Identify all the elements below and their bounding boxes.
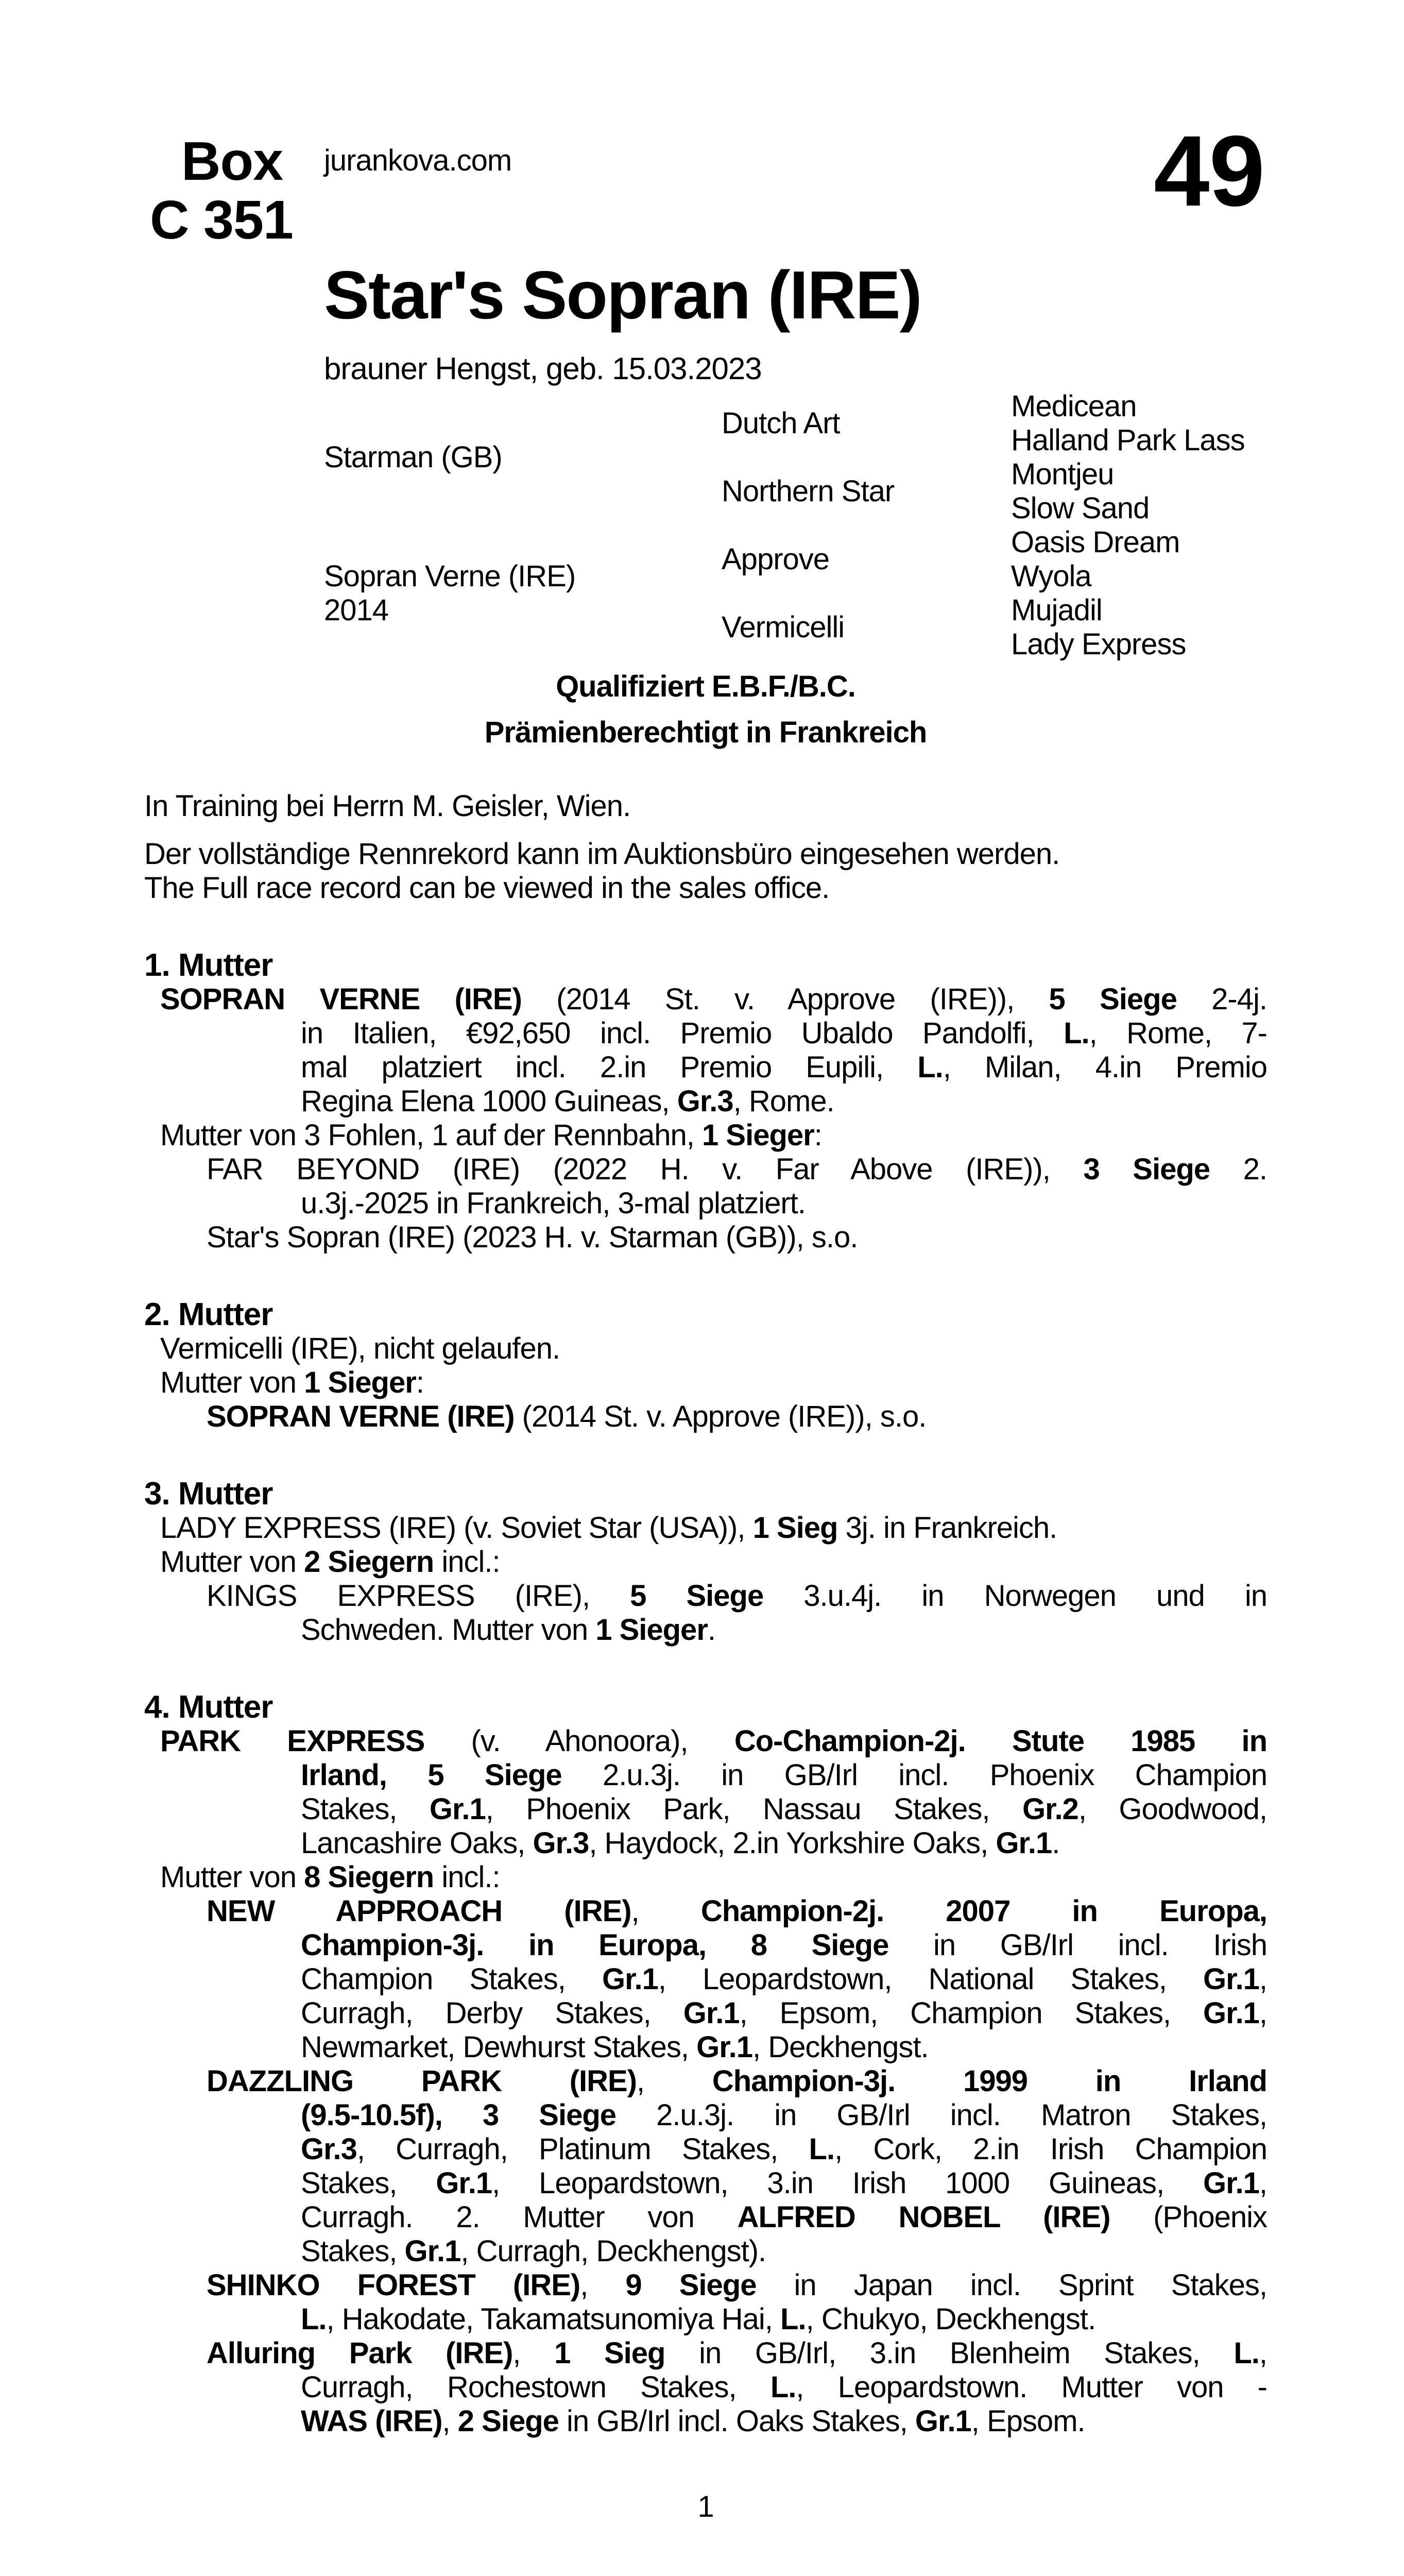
- regular-text: Vermicelli (IRE), nicht gelaufen.: [160, 1332, 560, 1365]
- record-note-de: Der vollständige Rennrekord kann im Auktionsbüro eingesehen werden.: [144, 837, 1060, 871]
- pedigree-sections: [144, 948, 1267, 2438]
- pedigree-gen2-cell: [722, 389, 1011, 457]
- dam-year: 2014: [324, 594, 389, 627]
- horse-name-title: Star's Sopran (IRE): [324, 257, 921, 333]
- regular-text: , Epsom, Champion Stakes,: [739, 1996, 1204, 2030]
- regular-text: 3j. in Frankreich.: [837, 1511, 1057, 1545]
- regular-text: Curragh. 2. Mutter von: [301, 2200, 738, 2234]
- text-line: [144, 1084, 1267, 1118]
- regular-text: Newmarket, Dewhurst Stakes,: [301, 2030, 697, 2064]
- regular-text: in GB/Irl incl. Irish: [888, 1928, 1267, 1962]
- bold-text: Gr.1: [996, 1826, 1052, 1860]
- regular-text: :: [814, 1118, 822, 1152]
- qualification-line: Prämienberechtigt in Frankreich: [484, 716, 927, 749]
- dam-cell: [324, 526, 722, 662]
- box-code: C 351: [150, 190, 293, 250]
- text-line: [144, 1187, 1267, 1221]
- bold-text: Champion-3j. in Europa, 8 Siege: [301, 1928, 889, 1962]
- bold-text: SOPRAN VERNE (IRE): [160, 982, 522, 1016]
- regular-text: incl.:: [434, 1860, 500, 1894]
- regular-text: Regina Elena 1000 Guineas,: [301, 1084, 677, 1118]
- section-heading: 2. Mutter: [144, 1297, 273, 1332]
- text-line: [144, 982, 1267, 1016]
- training-note: In Training bei Herrn M. Geisler, Wien.: [144, 789, 631, 823]
- regular-text: Curragh, Derby Stakes,: [301, 1996, 683, 2030]
- regular-text: Champion Stakes,: [301, 1962, 602, 1996]
- regular-text: incl.:: [434, 1545, 500, 1579]
- bold-text: Gr.2: [1022, 1792, 1078, 1826]
- bold-text: 1 Sieger: [702, 1118, 814, 1152]
- text-line: [144, 1724, 1267, 1758]
- regular-text: , Milan, 4.in Premio: [943, 1050, 1267, 1084]
- pedigree-gen2-name: Dutch Art: [722, 406, 840, 440]
- pedigree-gen2-cell: [722, 594, 1011, 662]
- regular-text: ,: [631, 1894, 701, 1928]
- regular-text: Mutter von: [160, 1366, 304, 1399]
- text-line: [144, 2064, 1267, 2098]
- bold-text: 5 Siege: [1049, 982, 1177, 1016]
- bold-text: 1 Sieger: [595, 1613, 708, 1647]
- bold-text: PARK EXPRESS: [160, 1724, 425, 1758]
- bold-text: L.: [301, 2302, 327, 2336]
- regular-text: in Japan incl. Sprint Stakes,: [756, 2268, 1267, 2302]
- text-line: [144, 2404, 1267, 2438]
- text-line: [144, 2030, 1267, 2064]
- bold-text: Gr.1: [429, 1792, 486, 1826]
- regular-text: LADY EXPRESS (IRE) (v. Soviet Star (USA)),: [160, 1511, 753, 1545]
- bold-text: SOPRAN VERNE (IRE): [207, 1400, 515, 1433]
- bold-text: ALFRED NOBEL (IRE): [737, 2200, 1110, 2234]
- bold-text: L.: [809, 2132, 835, 2166]
- bold-text: L.: [770, 2370, 796, 2404]
- bold-text: 3 Siege: [1083, 1153, 1210, 1186]
- sire-cell: [324, 389, 722, 526]
- regular-text: mal platziert incl. 2.in Premio Eupili,: [301, 1050, 918, 1084]
- regular-text: Schweden. Mutter von: [301, 1613, 596, 1647]
- regular-text: , Curragh, Deckhengst).: [460, 2234, 766, 2268]
- regular-text: , Goodwood,: [1078, 1792, 1267, 1826]
- pedigree-gen2-column: [722, 389, 1011, 662]
- bold-text: Gr.1: [1203, 1996, 1259, 2030]
- pedigree-gen3-name: Lady Express: [1011, 628, 1186, 661]
- bold-text: Gr.1: [602, 1962, 658, 1996]
- regular-text: , Leopardstown. Mutter von -: [796, 2370, 1267, 2404]
- section-heading: 3. Mutter: [144, 1476, 273, 1512]
- bold-text: 2 Siegern: [304, 1545, 434, 1579]
- regular-text: (Phoenix: [1110, 2200, 1267, 2234]
- qualification-line: Qualifiziert E.B.F./B.C.: [556, 670, 855, 703]
- pedigree-gen3-name: Mujadil: [1011, 594, 1102, 627]
- text-line: [144, 1996, 1267, 2030]
- regular-text: 2-4j.: [1176, 982, 1267, 1016]
- regular-text: Stakes,: [301, 1792, 430, 1826]
- bold-text: Alluring Park (IRE): [207, 2336, 513, 2370]
- website-text: jurankova.com: [324, 144, 512, 177]
- qualification-block: [144, 670, 1267, 750]
- pedigree-table: [324, 389, 1292, 662]
- regular-text: ,: [1259, 2166, 1267, 2200]
- regular-text: in Italien, €92,650 incl. Premio Ubaldo Pandolfi,: [301, 1016, 1064, 1050]
- pedigree-gen2-cell: [722, 457, 1011, 526]
- bold-text: Gr.1: [404, 2234, 461, 2268]
- text-line: [144, 1579, 1267, 1613]
- text-line: [144, 1545, 1267, 1579]
- regular-text: ,: [512, 2336, 555, 2370]
- bold-text: Gr.1: [683, 1996, 740, 2030]
- pedigree-gen1-column: [324, 389, 722, 662]
- text-line: [144, 1758, 1267, 1792]
- bold-text: Gr.1: [696, 2030, 752, 2064]
- regular-text: 2.u.3j. in GB/Irl incl. Phoenix Champion: [561, 1758, 1267, 1792]
- text-line: [144, 2370, 1267, 2404]
- text-line: [144, 1894, 1267, 1928]
- regular-text: (v. Ahonoora),: [424, 1724, 734, 1758]
- regular-text: FAR BEYOND (IRE) (2022 H. v. Far Above (IRE)),: [207, 1153, 1084, 1186]
- text-line: [144, 1118, 1267, 1153]
- regular-text: Lancashire Oaks,: [301, 1826, 533, 1860]
- text-line: [144, 1962, 1267, 1996]
- bold-text: Gr.1: [1203, 2166, 1259, 2200]
- section-heading: 1. Mutter: [144, 947, 273, 983]
- pedigree-gen2-name: Vermicelli: [722, 611, 845, 644]
- regular-text: , Rome.: [733, 1084, 834, 1118]
- bold-text: Gr.3: [533, 1826, 589, 1860]
- text-line: [144, 2132, 1267, 2166]
- regular-text: u.3j.-2025 in Frankreich, 3-mal platziert.: [301, 1187, 806, 1220]
- pedigree-gen3-column: [1011, 389, 1292, 662]
- pedigree-gen2-cell: [722, 526, 1011, 594]
- text-line: [144, 2200, 1267, 2234]
- text-line: [144, 1792, 1267, 1826]
- bold-text: SHINKO FOREST (IRE): [207, 2268, 580, 2302]
- dam-name: Sopran Verne (IRE): [324, 560, 576, 593]
- regular-text: Stakes,: [301, 2234, 405, 2268]
- text-line: [144, 2268, 1267, 2302]
- record-note-en: The Full race record can be viewed in the sales office.: [144, 871, 830, 905]
- regular-text: Mutter von: [160, 1860, 304, 1894]
- pedigree-gen3-name: Medicean: [1011, 389, 1137, 423]
- bold-text: 1 Sieg: [554, 2336, 665, 2370]
- regular-text: ,: [637, 2064, 712, 2098]
- regular-text: Star's Sopran (IRE) (2023 H. v. Starman (GB)), s.o.: [207, 1221, 858, 1254]
- sire-name: Starman (GB): [324, 440, 502, 474]
- text-line: [144, 2234, 1267, 2268]
- section-heading: 4. Mutter: [144, 1689, 273, 1725]
- regular-text: ,: [1259, 1962, 1268, 1996]
- regular-text: Stakes,: [301, 2166, 436, 2200]
- text-line: [144, 1400, 1267, 1434]
- bold-text: Champion-2j. 2007 in Europa,: [700, 1894, 1267, 1928]
- regular-text: , Epsom.: [971, 2404, 1085, 2438]
- text-line: [144, 2302, 1267, 2336]
- pedigree-gen3-name: Halland Park Lass: [1011, 423, 1245, 457]
- regular-text: ,: [1259, 1996, 1267, 2030]
- text-line: [144, 1928, 1267, 1962]
- regular-text: , Leopardstown, 3.in Irish 1000 Guineas,: [492, 2166, 1204, 2200]
- regular-text: :: [416, 1366, 424, 1399]
- regular-text: (2014 St. v. Approve (IRE)),: [521, 982, 1049, 1016]
- horse-description: brauner Hengst, geb. 15.03.2023: [324, 351, 762, 386]
- regular-text: , Deckhengst.: [752, 2030, 929, 2064]
- bold-text: L.: [917, 1050, 943, 1084]
- text-line: [144, 1221, 1267, 1255]
- regular-text: , Haydock, 2.in Yorkshire Oaks,: [589, 1826, 996, 1860]
- bold-text: 9 Siege: [625, 2268, 757, 2302]
- pedigree-gen3-name: Montjeu: [1011, 457, 1114, 491]
- pedigree-gen3-name: Slow Sand: [1011, 492, 1150, 525]
- regular-text: , Chukyo, Deckhengst.: [806, 2302, 1096, 2336]
- catalog-text: [144, 670, 1267, 2524]
- bold-text: Irland, 5 Siege: [301, 1758, 562, 1792]
- text-line: [144, 1366, 1267, 1400]
- regular-text: ,: [580, 2268, 626, 2302]
- page-number: 1: [697, 2490, 714, 2523]
- regular-text: KINGS EXPRESS (IRE),: [207, 1579, 630, 1613]
- regular-text: , Cork, 2.in Irish Champion: [834, 2132, 1267, 2166]
- text-line: [144, 1826, 1267, 1860]
- bold-text: L.: [1234, 2336, 1259, 2370]
- text-line: [144, 1860, 1267, 1894]
- bold-text: Gr.1: [436, 2166, 492, 2200]
- text-line: [144, 1050, 1267, 1084]
- regular-text: , Hakodate, Takamatsunomiya Hai,: [326, 2302, 781, 2336]
- bold-text: Gr.1: [915, 2404, 971, 2438]
- bold-text: 5 Siege: [630, 1579, 764, 1613]
- pedigree-gen2-name: Northern Star: [722, 474, 895, 508]
- text-line: [144, 2166, 1267, 2200]
- regular-text: (2014 St. v. Approve (IRE)), s.o.: [514, 1400, 927, 1433]
- bold-text: DAZZLING PARK (IRE): [207, 2064, 637, 2098]
- regular-text: 2.: [1210, 1153, 1267, 1186]
- text-line: [144, 1332, 1267, 1366]
- text-line: [144, 1511, 1267, 1545]
- regular-text: 3.u.4j. in Norwegen und in: [763, 1579, 1267, 1613]
- text-line: [144, 2098, 1267, 2132]
- pedigree-gen2-name: Approve: [722, 543, 830, 576]
- regular-text: , Phoenix Park, Nassau Stakes,: [485, 1792, 1022, 1826]
- bold-text: WAS (IRE): [301, 2404, 442, 2438]
- regular-text: ,: [442, 2404, 458, 2438]
- bold-text: (9.5-10.5f), 3 Siege: [301, 2098, 617, 2132]
- regular-text: , Curragh, Platinum Stakes,: [356, 2132, 809, 2166]
- regular-text: Mutter von 3 Fohlen, 1 auf der Rennbahn,: [160, 1118, 703, 1152]
- regular-text: in GB/Irl, 3.in Blenheim Stakes,: [665, 2336, 1234, 2370]
- regular-text: Curragh, Rochestown Stakes,: [301, 2370, 771, 2404]
- regular-text: , Leopardstown, National Stakes,: [658, 1962, 1204, 1996]
- catalog-number: 49: [1154, 115, 1264, 227]
- bold-text: Gr.1: [1203, 1962, 1259, 1996]
- pedigree-gen3-name: Wyola: [1011, 560, 1091, 593]
- text-line: [144, 2336, 1267, 2370]
- bold-text: 2 Siege: [457, 2404, 559, 2438]
- box-label: Box: [181, 131, 283, 192]
- bold-text: 8 Siegern: [304, 1860, 434, 1894]
- regular-text: 2.u.3j. in GB/Irl incl. Matron Stakes,: [616, 2098, 1267, 2132]
- bold-text: Champion-3j. 1999 in Irland: [712, 2064, 1267, 2098]
- regular-text: .: [1052, 1826, 1060, 1860]
- regular-text: Mutter von: [160, 1545, 304, 1579]
- bold-text: Gr.3: [677, 1084, 733, 1118]
- regular-text: .: [707, 1613, 716, 1647]
- regular-text: , Rome, 7-: [1089, 1016, 1267, 1050]
- bold-text: 1 Sieger: [304, 1366, 416, 1399]
- bold-text: 1 Sieg: [752, 1511, 838, 1545]
- bold-text: NEW APPROACH (IRE): [207, 1894, 631, 1928]
- bold-text: Co-Champion-2j. Stute 1985 in: [734, 1724, 1267, 1758]
- bold-text: L.: [780, 2302, 806, 2336]
- text-line: [144, 1613, 1267, 1647]
- bold-text: L.: [1064, 1016, 1089, 1050]
- pedigree-gen3-name: Oasis Dream: [1011, 526, 1180, 559]
- bold-text: Gr.3: [301, 2132, 357, 2166]
- text-line: [144, 1153, 1267, 1187]
- regular-text: in GB/Irl incl. Oaks Stakes,: [558, 2404, 915, 2438]
- regular-text: ,: [1259, 2336, 1268, 2370]
- text-line: [144, 1016, 1267, 1050]
